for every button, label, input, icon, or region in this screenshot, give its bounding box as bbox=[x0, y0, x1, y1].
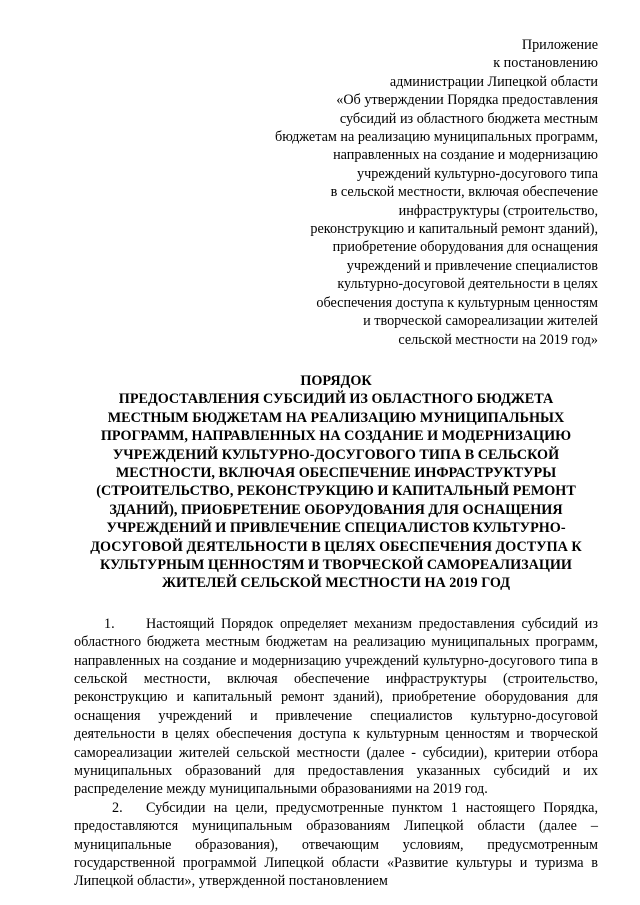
paragraph bbox=[74, 799, 598, 891]
title-line: ЗДАНИЙ), ПРИОБРЕТЕНИЕ ОБОРУДОВАНИЯ ДЛЯ ОСНАЩЕНИЯ bbox=[109, 501, 563, 518]
title-line: ПРОГРАММ, НАПРАВЛЕННЫХ НА СОЗДАНИЕ И МОДЕРНИЗАЦИЮ bbox=[100, 428, 572, 445]
appendix-line: субсидий из областного бюджета местным bbox=[339, 110, 598, 127]
appendix-line: учреждений и привлечение специалистов bbox=[346, 257, 598, 274]
appendix-line: инфраструктуры (строительство, bbox=[398, 202, 598, 219]
appendix-line: и творческой самореализации жителей bbox=[363, 313, 598, 330]
appendix-line: реконструкцию и капитальный ремонт зданий), bbox=[310, 221, 598, 238]
title-line: УЧРЕЖДЕНИЙ И ПРИВЛЕЧЕНИЕ СПЕЦИАЛИСТОВ КУЛЬТУРНО- bbox=[106, 520, 566, 537]
document-page bbox=[74, 36, 598, 891]
appendix-line: направленных на создание и модернизацию bbox=[333, 147, 598, 164]
title-line: МЕСТНЫМ БЮДЖЕТАМ НА РЕАЛИЗАЦИЮ МУНИЦИПАЛЬНЫХ bbox=[107, 409, 565, 426]
paragraph-number: 2. bbox=[112, 799, 123, 816]
appendix-line: учреждений культурно-досугового типа bbox=[357, 165, 598, 182]
appendix-line: в сельской местности, включая обеспечение bbox=[330, 184, 598, 201]
title-line: ДОСУГОВОЙ ДЕЯТЕЛЬНОСТИ В ЦЕЛЯХ ОБЕСПЕЧЕНИЯ ДОСТУПА К bbox=[90, 538, 582, 555]
appendix-line: сельской местности на 2019 год» bbox=[398, 331, 598, 348]
appendix-line: к постановлению bbox=[493, 55, 598, 72]
title-line: (СТРОИТЕЛЬСТВО, РЕКОНСТРУКЦИЮ И КАПИТАЛЬНЫЙ РЕМОНТ bbox=[96, 483, 576, 500]
title-line: ПОРЯДОК bbox=[300, 372, 372, 389]
appendix-line: приобретение оборудования для оснащения bbox=[332, 239, 598, 256]
document-title bbox=[74, 372, 598, 593]
appendix-line: культурно-досуговой деятельности в целях bbox=[337, 276, 598, 293]
title-line: КУЛЬТУРНЫМ ЦЕННОСТЯМ И ТВОРЧЕСКОЙ САМОРЕАЛИЗАЦИИ bbox=[100, 556, 572, 573]
appendix-line: обеспечения доступа к культурным ценностям bbox=[316, 294, 598, 311]
appendix-line: «Об утверждении Порядка предоставления bbox=[336, 92, 598, 109]
document-body bbox=[74, 615, 598, 891]
title-line: МЕСТНОСТИ, ВКЛЮЧАЯ ОБЕСПЕЧЕНИЕ ИНФРАСТРУКТУРЫ bbox=[115, 464, 557, 481]
paragraph bbox=[74, 615, 598, 799]
paragraph-text: Субсидии на цели, предусмотренные пунктом 1 настоящего Порядка, предоставляются муниципальным образованиям Липецкой области (далее – муниципальные образования), отвечающим условиям, предусмотренным государственной программой Липецкой области «Развитие культуры и туризма в Липецкой области», утвержденной постановлением bbox=[74, 799, 598, 890]
appendix-header bbox=[74, 36, 598, 349]
title-line: УЧРЕЖДЕНИЙ КУЛЬТУРНО-ДОСУГОВОГО ТИПА В СЕЛЬСКОЙ bbox=[112, 446, 560, 463]
title-line: ЖИТЕЛЕЙ СЕЛЬСКОЙ МЕСТНОСТИ НА 2019 ГОД bbox=[162, 575, 510, 592]
paragraph-text: Настоящий Порядок определяет механизм предоставления субсидий из областного бюджета местным бюджетам на реализацию муниципальных программ, направленных на создание и модернизацию учреждений культурно-досугового типа в сельской местности, включая обеспечение инфраструктуры (строительство, реконструкцию и капитальный ремонт зданий), приобретение оборудования для оснащения учреждений и привлечение специалистов культурно-досуговой деятельности в целях обеспечения доступа к культурным ценностям и творческой самореализации жителей сельской местности (далее - субсидии), критерии отбора муниципальных образований для предоставления указанных субсидий и их распределение между муниципальными образованиями на 2019 год. bbox=[74, 615, 598, 798]
appendix-line: бюджетам на реализацию муниципальных программ, bbox=[274, 129, 598, 146]
title-line: ПРЕДОСТАВЛЕНИЯ СУБСИДИЙ ИЗ ОБЛАСТНОГО БЮДЖЕТА bbox=[118, 391, 554, 408]
appendix-line: администрации Липецкой области bbox=[389, 73, 598, 90]
appendix-line: Приложение bbox=[521, 37, 598, 53]
paragraph-number: 1. bbox=[104, 615, 115, 632]
